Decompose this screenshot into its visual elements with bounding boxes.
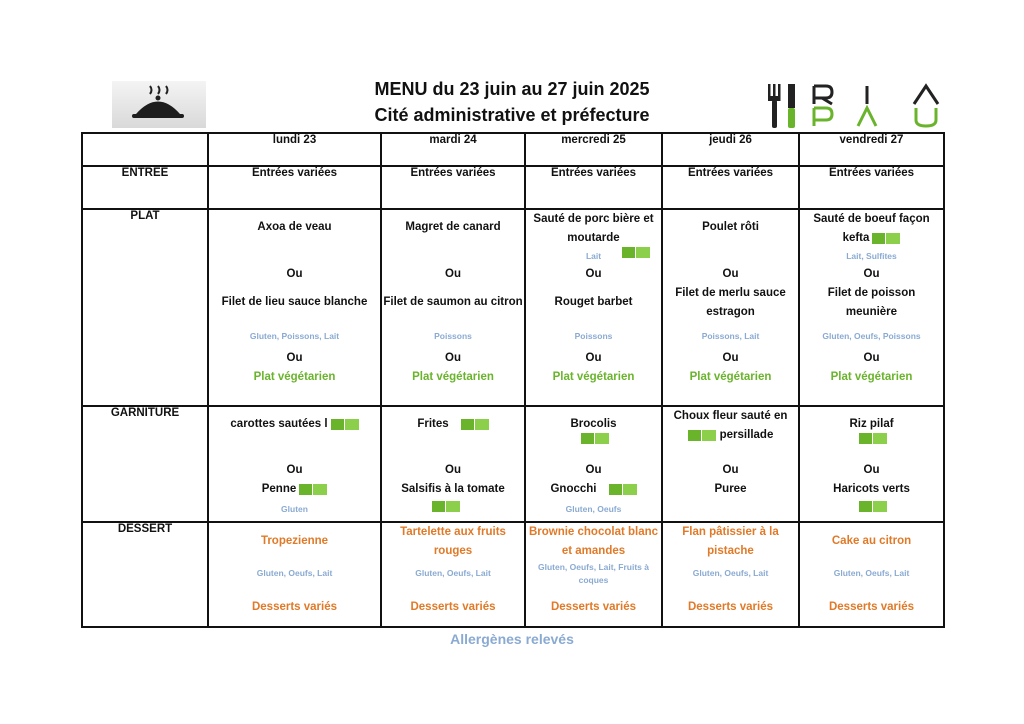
allergens-label: Gluten, Oeufs, Lait, Fruits à (538, 561, 649, 572)
garniture-main (383, 415, 523, 434)
plat-main: Magret de canard (405, 221, 501, 234)
garniture-main: Choux fleur sauté en (673, 410, 788, 423)
plat-ou: Ou (445, 268, 461, 281)
bio-label-icon (432, 501, 460, 512)
plat-alt: Filet de saumon au citron (383, 296, 523, 309)
garniture-main (664, 426, 797, 445)
day-header: mercredi 25 (525, 133, 662, 166)
menu-subtitle: Cité administrative et préfecture (374, 105, 650, 125)
allergens-label: Poissons (434, 331, 472, 342)
allergens-label: Gluten, Oeufs, Lait (833, 567, 910, 578)
allergens-label: Poissons (574, 331, 613, 342)
garniture-alt: Haricots verts (833, 483, 910, 496)
plat-alt: meunière (845, 306, 898, 319)
garniture-ou: Ou (722, 464, 739, 477)
bio-label-icon (688, 430, 716, 441)
dessert-main: Tartelette aux fruits (400, 525, 506, 538)
garniture-alt: Puree (714, 483, 747, 496)
garniture-main (210, 415, 379, 434)
menu-title-block (300, 76, 724, 128)
allergens-label: Gluten, Oeufs (565, 504, 622, 515)
plat-vegetarien: Plat végétarien (830, 371, 913, 384)
plat-alt: Filet de poisson (827, 287, 916, 300)
plat-vegetarien: Plat végétarien (412, 371, 494, 384)
garniture-main: Brocolis (570, 418, 617, 431)
plat-alt: Filet de lieu sauce blanche (221, 296, 368, 309)
dessert-varies: Desserts variés (251, 600, 338, 613)
garniture-alt-text: Gnocchi (550, 483, 597, 496)
allergens-label: Gluten, Poissons, Lait (249, 331, 340, 342)
row-label-dessert: DESSERT (82, 522, 208, 627)
garniture-ou: Ou (863, 464, 880, 477)
garniture-main: Riz pilaf (849, 418, 894, 431)
plat-alt: Filet de merlu sauce (675, 287, 786, 300)
garniture-ou: Ou (585, 464, 602, 477)
plat-ou: Ou (445, 352, 461, 365)
plat-alt: Rouget barbet (554, 296, 633, 309)
allergens-label: coques (578, 574, 609, 585)
garniture-ou: Ou (286, 464, 303, 477)
dessert-main: et amandes (561, 544, 626, 557)
corner-cell (82, 133, 208, 166)
bio-badge (801, 429, 942, 448)
garniture-ou: Ou (445, 464, 461, 477)
plat-cell (381, 209, 525, 406)
bio-label-icon (859, 433, 887, 444)
bio-badge (527, 429, 660, 448)
bio-label-icon (331, 419, 359, 430)
plat-ou: Ou (722, 268, 739, 281)
dessert-main: Brownie chocolat blanc (528, 525, 659, 538)
entree-cell: Entrées variées (208, 166, 381, 209)
garniture-alt-text: Penne (261, 483, 297, 496)
bio-badge (801, 497, 942, 516)
entree-cell: Entrées variées (662, 166, 799, 209)
plat-cell (662, 209, 799, 406)
plat-cell (799, 209, 944, 406)
bio-badge (383, 497, 523, 516)
day-header: jeudi 26 (662, 133, 799, 166)
dessert-main: Flan pâtissier à la (682, 525, 779, 538)
garniture-main-text: Frites (417, 418, 449, 431)
plat-main: Sauté de boeuf façon (813, 213, 930, 226)
dessert-varies: Desserts variés (410, 600, 496, 613)
weekly-menu-table (81, 132, 945, 628)
plat-main-line2: kefta (842, 232, 870, 245)
dessert-cell (662, 522, 799, 627)
plat-ou: Ou (863, 268, 880, 281)
fork-icon (768, 84, 781, 128)
entree-cell: Entrées variées (381, 166, 525, 209)
allergens-label: Lait, Sulfites (846, 251, 897, 262)
garniture-cell (525, 406, 662, 521)
row-label-plat: PLAT (82, 209, 208, 406)
allergens-footnote: Allergènes relevés (450, 631, 574, 647)
garniture-main-text: carottes sautées l (230, 418, 328, 431)
bio-label-icon (872, 233, 900, 244)
cloche-icon (112, 81, 206, 128)
allergens-label: Lait (585, 251, 602, 262)
plat-main-line2: moutarde (567, 232, 620, 245)
bio-label-icon (859, 501, 887, 512)
dessert-main: Tropezienne (260, 534, 329, 547)
plat-cell (525, 209, 662, 406)
garniture-alt (527, 480, 660, 499)
garniture-cell (799, 406, 944, 521)
plat-main: Poulet rôti (702, 221, 759, 234)
knife-icon (788, 84, 795, 128)
bio-label-icon (299, 484, 327, 495)
plat-ou: Ou (286, 352, 303, 365)
plat-vegetarien: Plat végétarien (689, 371, 772, 384)
ria-pau-logo (764, 82, 944, 130)
garniture-alt (210, 480, 379, 499)
entree-cell: Entrées variées (799, 166, 944, 209)
dessert-cell (208, 522, 381, 627)
allergens-label: Gluten, Oeufs, Poissons (822, 331, 921, 342)
plat-main (801, 229, 942, 248)
bio-label-icon (609, 484, 637, 495)
cloche-logo (112, 81, 206, 128)
garniture-cell (662, 406, 799, 521)
dessert-main: pistache (707, 544, 754, 557)
entree-cell: Entrées variées (525, 166, 662, 209)
day-header: vendredi 27 (799, 133, 944, 166)
plat-main: Axoa de veau (257, 221, 332, 234)
dessert-varies: Desserts variés (550, 600, 637, 613)
row-label-entree: ENTREE (82, 166, 208, 209)
dessert-varies: Desserts variés (687, 600, 774, 613)
plat-main: Sauté de porc bière et (533, 213, 654, 226)
allergens-label: Gluten, Oeufs, Lait (256, 567, 333, 578)
allergens-label: Gluten, Oeufs, Lait (692, 567, 769, 578)
plat-ou: Ou (585, 352, 602, 365)
dessert-cell (381, 522, 525, 627)
dessert-varies: Desserts variés (828, 600, 915, 613)
dessert-main: Cake au citron (831, 534, 912, 547)
plat-ou: Ou (863, 352, 880, 365)
allergens-label: Gluten, Oeufs, Lait (415, 567, 491, 578)
allergens-label: Gluten (281, 504, 308, 515)
plat-cell (208, 209, 381, 406)
allergens-label: Poissons, Lait (701, 331, 760, 342)
garniture-cell (208, 406, 381, 521)
day-header: lundi 23 (208, 133, 381, 166)
plat-alt: estragon (706, 306, 755, 319)
bio-label-icon (461, 419, 489, 430)
garniture-alt: Salsifis à la tomate (401, 483, 505, 496)
dessert-cell (799, 522, 944, 627)
menu-title: MENU du 23 juin au 27 juin 2025 (374, 79, 650, 99)
plat-vegetarien: Plat végétarien (253, 371, 336, 384)
plat-vegetarien: Plat végétarien (552, 371, 635, 384)
day-header: mardi 24 (381, 133, 525, 166)
bio-label-icon (581, 433, 609, 444)
garniture-cell (381, 406, 525, 521)
dessert-cell (525, 522, 662, 627)
plat-ou: Ou (722, 352, 739, 365)
dessert-main: rouges (433, 544, 473, 557)
garniture-main-line2: persillade (719, 429, 774, 442)
plat-ou: Ou (286, 268, 303, 281)
plat-ou: Ou (585, 268, 602, 281)
row-label-garniture: GARNITURE (82, 406, 208, 521)
